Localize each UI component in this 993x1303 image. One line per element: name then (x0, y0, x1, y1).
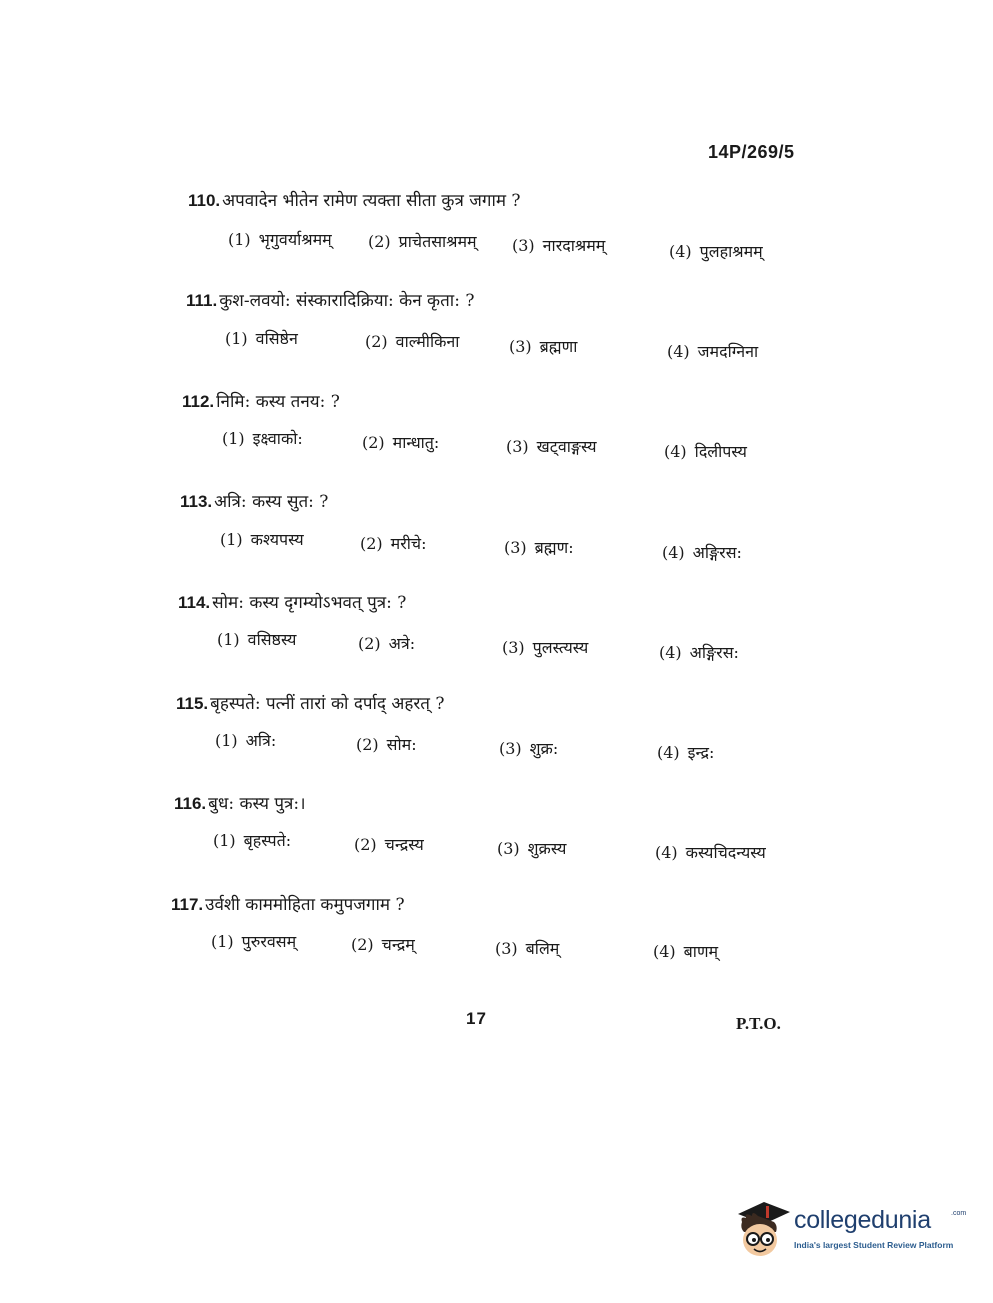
option-number: (4) (653, 942, 676, 961)
option-number: (1) (213, 831, 236, 850)
option-1 (228, 228, 332, 250)
page-number: 17 (466, 1009, 487, 1028)
question-number: 110. (188, 191, 221, 210)
option-text: जमदग्निना (697, 342, 759, 361)
question-text (178, 590, 406, 613)
option-2 (354, 833, 424, 855)
question-text (174, 791, 306, 814)
option-text: पुलस्त्यस्य (532, 638, 589, 657)
option-1 (220, 528, 304, 550)
pto-label: P.T.O. (736, 1014, 781, 1033)
option-2 (358, 632, 415, 654)
option-number: (4) (664, 442, 687, 461)
option-text: बाणम् (683, 942, 719, 961)
option-text: बलिम् (525, 939, 560, 958)
option-4 (664, 440, 747, 462)
option-3 (504, 536, 574, 558)
question-stem: सोम: कस्य दृगम्योऽभवत् पुत्र: ? (212, 593, 407, 613)
question-number: 111. (186, 291, 218, 310)
option-3 (512, 234, 605, 256)
question-stem: कुश-लवयो: संस्कारादिक्रिया: केन कृता: ? (219, 291, 475, 311)
question-text (182, 389, 340, 412)
mascot-icon (734, 1196, 792, 1266)
question-text (186, 288, 474, 311)
option-number: (2) (360, 534, 383, 553)
option-number: (2) (356, 735, 379, 754)
option-number: (3) (512, 236, 535, 255)
option-text: मान्धातु: (392, 433, 440, 452)
option-number: (2) (351, 935, 374, 954)
option-text: मरीचे: (390, 534, 427, 553)
option-text: बृहस्पते: (243, 831, 292, 850)
option-4 (657, 741, 714, 763)
option-number: (1) (220, 530, 243, 549)
option-text: वसिष्ठस्य (247, 630, 297, 649)
question-stem: बृहस्पते: पत्नीं तारां को दर्पाद् अहरत् ? (210, 694, 445, 714)
option-2 (351, 933, 415, 955)
option-text: इक्ष्वाको: (252, 429, 303, 448)
option-1 (217, 628, 296, 650)
question-text (180, 489, 328, 512)
option-text: कस्यचिदन्यस्य (685, 843, 766, 862)
option-3 (509, 335, 577, 357)
option-2 (362, 431, 439, 453)
option-2 (365, 330, 459, 352)
option-number: (2) (358, 634, 381, 653)
brand-tagline: India's largest Student Review Platform (794, 1240, 954, 1250)
option-text: ब्रह्मणा (539, 337, 578, 356)
option-text: वसिष्ठेन (255, 329, 298, 348)
question-text (176, 691, 445, 714)
option-text: पुरुरवसम् (241, 932, 297, 951)
option-4 (653, 940, 718, 962)
option-1 (222, 427, 303, 449)
option-4 (667, 340, 758, 362)
question-number: 116. (174, 794, 207, 813)
option-text: चन्द्रम् (381, 935, 415, 954)
option-number: (2) (362, 433, 385, 452)
option-text: पुलहाश्रमम् (699, 242, 763, 261)
option-number: (2) (354, 835, 377, 854)
option-2 (360, 532, 426, 554)
option-3 (495, 937, 559, 959)
option-number: (1) (215, 731, 238, 750)
option-text: शुक्र: (529, 739, 559, 758)
option-text: भृगुवर्याश्रमम् (258, 230, 332, 249)
question-stem: उर्वशी काममोहिता कमुपजगाम ? (205, 895, 405, 915)
question-stem: अत्रि: कस्य सुत: ? (214, 492, 329, 512)
option-3 (502, 636, 588, 658)
option-number: (1) (228, 230, 251, 249)
option-4 (659, 641, 739, 663)
question-number: 117. (171, 895, 204, 914)
option-3 (506, 435, 597, 457)
option-number: (2) (368, 232, 391, 251)
question-text (188, 188, 521, 211)
option-number: (3) (506, 437, 529, 456)
question-number: 114. (178, 593, 211, 612)
question-stem: निमि: कस्य तनय: ? (216, 392, 340, 412)
option-text: अङ्गिरस: (692, 543, 742, 562)
option-number: (1) (211, 932, 234, 951)
paper-code: 14P/269/5 (708, 142, 795, 162)
option-text: अङ्गिरस: (689, 643, 739, 662)
option-text: अत्रि: (245, 731, 277, 750)
option-text: प्राचेतसाश्रमम् (398, 232, 477, 251)
option-1 (215, 729, 276, 751)
option-text: नारदाश्रमम् (542, 236, 606, 255)
option-number: (3) (502, 638, 525, 657)
option-number: (4) (657, 743, 680, 762)
brand-logo (734, 1196, 967, 1266)
option-number: (4) (655, 843, 678, 862)
option-number: (4) (667, 342, 690, 361)
option-2 (356, 733, 417, 755)
question-number: 112. (182, 392, 215, 411)
option-4 (655, 841, 766, 863)
option-1 (225, 327, 298, 349)
option-3 (497, 837, 566, 859)
brand-domain-suffix: .com (951, 1210, 967, 1217)
option-number: (1) (222, 429, 245, 448)
option-1 (211, 930, 296, 952)
option-number: (1) (225, 329, 248, 348)
question-text (171, 892, 405, 915)
option-number: (4) (669, 242, 692, 261)
option-3 (499, 737, 558, 759)
option-number: (3) (497, 839, 520, 858)
option-number: (4) (662, 543, 685, 562)
option-text: अत्रे: (388, 634, 416, 653)
option-text: शुक्रस्य (527, 839, 567, 858)
option-text: खट्वाङ्गस्य (536, 437, 597, 456)
question-stem: बुध: कस्य पुत्र:। (208, 794, 306, 814)
question-number: 113. (180, 492, 213, 511)
option-number: (3) (499, 739, 522, 758)
option-text: वाल्मीकिना (395, 332, 460, 351)
option-number: (2) (365, 332, 388, 351)
brand-name: collegedunia (794, 1206, 931, 1234)
option-4 (669, 240, 763, 262)
option-number: (4) (659, 643, 682, 662)
option-number: (3) (495, 939, 518, 958)
option-text: सोम: (386, 735, 417, 754)
option-text: ब्रह्मण: (534, 538, 574, 557)
option-text: दिलीपस्य (694, 442, 747, 461)
option-2 (368, 230, 477, 252)
option-text: चन्द्रस्य (384, 835, 424, 854)
option-number: (1) (217, 630, 240, 649)
question-stem: अपवादेन भीतेन रामेण त्यक्ता सीता कुत्र जगाम ? (222, 191, 521, 211)
option-text: इन्द्र: (687, 743, 715, 762)
option-text: कश्यपस्य (250, 530, 304, 549)
option-number: (3) (509, 337, 532, 356)
option-number: (3) (504, 538, 527, 557)
option-4 (662, 541, 742, 563)
option-1 (213, 829, 291, 851)
question-number: 115. (176, 694, 209, 713)
